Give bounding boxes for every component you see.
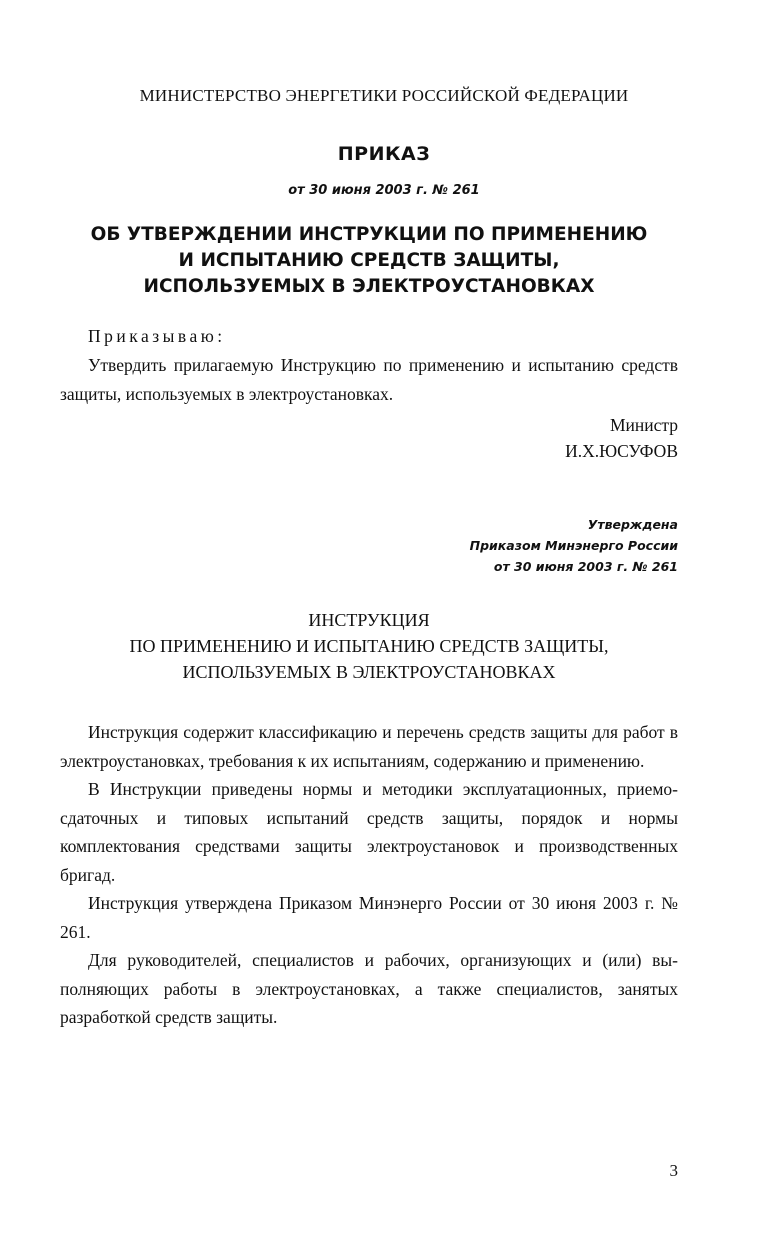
abstract-paragraph: Инструкция утверждена Приказом Минэнерго России от 30 июня 2003 г. № 261. [60,893,678,942]
signature-position: Министр [609,415,678,435]
signature-name: И.Х.ЮСУФОВ [565,441,678,461]
instruction-title-line-3: ИСПОЛЬЗУЕМЫХ В ЭЛЕКТРОУСТАНОВКАХ [182,662,556,682]
approval-line-2: Приказом Минэнерго России [469,538,678,553]
order-title-line-2: И ИСПЫТАНИЮ СРЕДСТВ ЗАЩИТЫ, [178,250,560,271]
instruction-title-line-2: ПО ПРИМЕНЕНИЮ И ИСПЫТАНИЮ СРЕДСТВ ЗАЩИТЫ, [129,636,609,656]
order-title [60,222,678,300]
order-title-line-1: ОБ УТВЕРЖДЕНИИ ИНСТРУКЦИИ ПО ПРИМЕНЕНИЮ [90,224,648,245]
order-title-line-3: ИСПОЛЬЗУЕМЫХ В ЭЛЕКТРОУСТАНОВКАХ [143,276,595,297]
approval-stamp [470,514,678,577]
decree-word: Приказываю: [88,326,226,346]
approval-line-3: от 30 июня 2003 г. № 261 [493,559,678,574]
instruction-title [60,607,678,685]
abstract-paragraph: Для руководителей, специалистов и рабочих, организующих и (или) выполняющих работы в электроустановках, а также специалистов, занятых разработкой средств защиты. [60,950,678,1027]
abstract-paragraph: Инструкция содержит классификацию и перечень средств защиты для работ в электроустановках, требования к их испытаниям, содержанию и применению. [60,722,678,771]
instruction-abstract [60,718,678,1032]
order-body [60,322,678,409]
document-date: от 30 июня 2003 г. № 261 [288,183,480,198]
abstract-paragraph: В Инструкции приведены нормы и методики эксплуатационных, приемо-сдаточных и типовых испытаний средств защиты, порядок и нормы комплектования средствами защиты электроустановок и производственных бригад. [60,779,678,885]
instruction-title-line-1: ИНСТРУКЦИЯ [308,610,430,630]
signature-block [565,412,678,464]
order-text: Утвердить прилагаемую Инструкцию по применению и испытанию средств защиты, используемых в электроустановках. [60,355,678,404]
ministry-heading: МИНИСТЕРСТВО ЭНЕРГЕТИКИ РОССИЙСКОЙ ФЕДЕРАЦИИ [139,86,629,105]
approval-line-1: Утверждена [587,517,678,532]
document-type: ПРИКАЗ [337,143,431,165]
page-number: 3 [669,1161,678,1180]
